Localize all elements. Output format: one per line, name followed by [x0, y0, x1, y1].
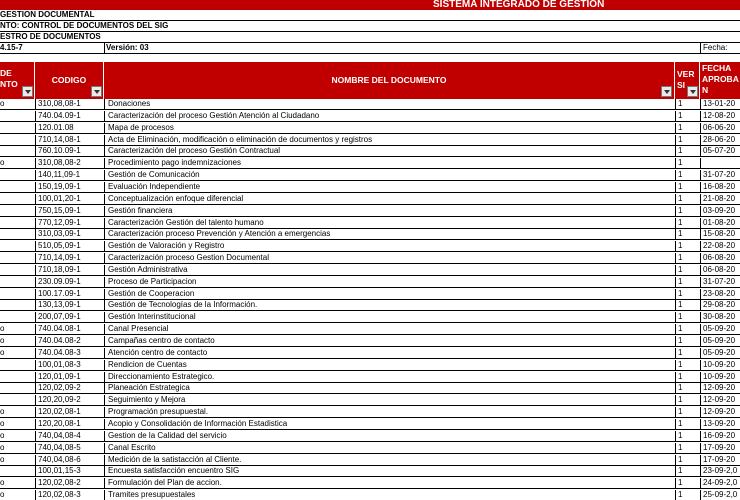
- codigo-cell[interactable]: 710,14,08-1: [35, 135, 104, 146]
- codigo-cell[interactable]: 150,19,09-1: [35, 182, 104, 193]
- codigo-cell[interactable]: 230.09.09-1: [35, 277, 104, 288]
- version-cell[interactable]: 1: [675, 289, 700, 300]
- nombre-cell[interactable]: Planeación Estrategica: [104, 383, 675, 394]
- version-cell[interactable]: 1: [675, 383, 700, 394]
- fecha-cell[interactable]: 05-07-20: [700, 146, 740, 157]
- row-prefix-cell[interactable]: [0, 253, 35, 264]
- codigo-cell[interactable]: 200,07,09-1: [35, 312, 104, 323]
- codigo-cell[interactable]: 120,02,08-3: [35, 490, 104, 500]
- nombre-cell[interactable]: Proceso de Participacion: [104, 277, 675, 288]
- table-row[interactable]: [0, 431, 740, 442]
- table-row[interactable]: [0, 135, 740, 146]
- fecha-cell[interactable]: 12-09-20: [700, 407, 740, 418]
- table-row[interactable]: [0, 158, 740, 169]
- table-row[interactable]: [0, 348, 740, 359]
- fecha-cell[interactable]: 24-09-2,0: [700, 478, 740, 489]
- nombre-cell[interactable]: Acta de Eliminación, modificación o eliminación de documentos y registros: [104, 135, 675, 146]
- version-cell[interactable]: 1: [675, 324, 700, 335]
- info-code: 4.15-7: [0, 43, 23, 52]
- version-cell[interactable]: 1: [675, 135, 700, 146]
- header-codigo-label: CODIGO: [51, 75, 87, 85]
- row-prefix-cell[interactable]: [0, 383, 35, 394]
- table-row[interactable]: [0, 123, 740, 134]
- fecha-cell[interactable]: 22-08-20: [700, 241, 740, 252]
- row-prefix-cell[interactable]: o: [0, 158, 5, 168]
- row-prefix-cell[interactable]: [0, 289, 35, 300]
- nombre-cell[interactable]: Gestión de Valoración y Registro: [104, 241, 675, 252]
- header-codigo[interactable]: [35, 62, 103, 99]
- row-prefix-cell[interactable]: [0, 395, 35, 406]
- codigo-cell[interactable]: 710,18,09-1: [35, 265, 104, 276]
- version-cell[interactable]: 1: [675, 206, 700, 217]
- info-row-1[interactable]: [0, 10, 740, 21]
- nombre-cell[interactable]: Atención centro de contacto: [104, 348, 675, 359]
- version-cell[interactable]: 1: [675, 146, 700, 157]
- table-row[interactable]: [0, 229, 740, 240]
- fecha-cell[interactable]: 17-09-20: [700, 455, 740, 466]
- row-prefix-cell[interactable]: o: [0, 407, 5, 417]
- nombre-cell[interactable]: Caracterización proceso Gestion Documental: [104, 253, 675, 264]
- version-cell[interactable]: 1: [675, 395, 700, 406]
- table-row[interactable]: [0, 466, 740, 477]
- fecha-cell[interactable]: 12-09-20: [700, 383, 740, 394]
- codigo-cell[interactable]: 760.10.09-1: [35, 146, 104, 157]
- table-row[interactable]: [0, 194, 740, 205]
- table-row[interactable]: [0, 383, 740, 394]
- version-cell[interactable]: 1: [675, 372, 700, 383]
- version-cell[interactable]: 1: [675, 277, 700, 288]
- info-version: Versión: 03: [106, 43, 149, 52]
- table-row[interactable]: [0, 395, 740, 406]
- header-fecha-label: FECHA APROBA N: [702, 63, 739, 95]
- row-prefix-cell[interactable]: [0, 170, 35, 181]
- codigo-cell[interactable]: 120,20,08-1: [35, 419, 104, 430]
- codigo-cell[interactable]: 120,02,08-1: [35, 407, 104, 418]
- nombre-cell[interactable]: Rendicion de Cuentas: [104, 360, 675, 371]
- info-row-4[interactable]: [0, 43, 740, 54]
- codigo-cell[interactable]: 770,12,09-1: [35, 218, 104, 229]
- nombre-cell[interactable]: Encuesta satisfacción encuentro SIG: [104, 466, 675, 477]
- header-col0[interactable]: [0, 62, 34, 99]
- fecha-cell[interactable]: 16-09-20: [700, 431, 740, 442]
- fecha-cell[interactable]: 06-06-20: [700, 123, 740, 134]
- codigo-cell[interactable]: 740.04.08-1: [35, 324, 104, 335]
- row-prefix-cell[interactable]: [0, 300, 35, 311]
- table-row[interactable]: [0, 336, 740, 347]
- fecha-cell[interactable]: 31-07-20: [700, 170, 740, 181]
- fecha-cell[interactable]: 05-09-20: [700, 324, 740, 335]
- codigo-cell[interactable]: 120,02,09-2: [35, 383, 104, 394]
- nombre-cell[interactable]: Gestión de Comunicación: [104, 170, 675, 181]
- version-cell[interactable]: 1: [675, 300, 700, 311]
- version-cell[interactable]: 1: [675, 478, 700, 489]
- codigo-cell[interactable]: 710,14,09-1: [35, 253, 104, 264]
- fecha-cell[interactable]: 15-08-20: [700, 229, 740, 240]
- header-fecha[interactable]: [700, 62, 740, 99]
- version-cell[interactable]: 1: [675, 182, 700, 193]
- version-cell[interactable]: 1: [675, 218, 700, 229]
- nombre-cell[interactable]: Caracterización del proceso Gestión Atención al Ciudadano: [104, 111, 675, 122]
- codigo-cell[interactable]: 740,04,08-6: [35, 455, 104, 466]
- codigo-cell[interactable]: 100.17.09-1: [35, 289, 104, 300]
- nombre-cell[interactable]: Donaciones: [104, 99, 675, 110]
- row-prefix-cell[interactable]: [0, 229, 35, 240]
- row-prefix-cell[interactable]: [0, 218, 35, 229]
- info-row-3[interactable]: [0, 32, 740, 43]
- row-prefix-cell[interactable]: [0, 111, 35, 122]
- nombre-cell[interactable]: Gestión financiera: [104, 206, 675, 217]
- version-cell[interactable]: 1: [675, 265, 700, 276]
- nombre-cell[interactable]: Procedimiento pago indemnizaciones: [104, 158, 675, 169]
- version-cell[interactable]: 1: [675, 455, 700, 466]
- table-row[interactable]: [0, 241, 740, 252]
- table-row[interactable]: [0, 265, 740, 276]
- row-prefix-cell[interactable]: o: [0, 347, 5, 357]
- row-prefix-cell[interactable]: [0, 241, 35, 252]
- nombre-cell[interactable]: Conceptualización enfoque diferencial: [104, 194, 675, 205]
- codigo-cell[interactable]: 130,13,09-1: [35, 300, 104, 311]
- info-row-2[interactable]: [0, 21, 740, 32]
- version-cell[interactable]: 1: [675, 111, 700, 122]
- nombre-cell[interactable]: Caracterización del proceso Gestión Contractual: [104, 146, 675, 157]
- filter-dropdown-icon[interactable]: [91, 86, 102, 97]
- version-cell[interactable]: 1: [675, 431, 700, 442]
- nombre-cell[interactable]: Medición de la satistacción al Cliente.: [104, 455, 675, 466]
- codigo-cell[interactable]: 100,01,08-3: [35, 360, 104, 371]
- version-cell[interactable]: 1: [675, 466, 700, 477]
- codigo-cell[interactable]: 120,01,09-1: [35, 372, 104, 383]
- codigo-cell[interactable]: 100,01,20-1: [35, 194, 104, 205]
- codigo-cell[interactable]: 510,05,09-1: [35, 241, 104, 252]
- table-row[interactable]: [0, 312, 740, 323]
- table-row[interactable]: [0, 455, 740, 466]
- nombre-cell[interactable]: Mapa de procesos: [104, 123, 675, 134]
- row-prefix-cell[interactable]: [0, 135, 35, 146]
- nombre-cell[interactable]: Seguimiento y Mejora: [104, 395, 675, 406]
- codigo-cell[interactable]: 750,15,09-1: [35, 206, 104, 217]
- divider: [104, 43, 105, 53]
- row-prefix-cell[interactable]: [0, 265, 35, 276]
- table-row[interactable]: [0, 419, 740, 430]
- version-cell[interactable]: 1: [675, 348, 700, 359]
- info-line1: GESTION DOCUMENTAL: [0, 10, 95, 19]
- row-prefix-cell[interactable]: o: [0, 99, 5, 108]
- header-nombre[interactable]: [104, 62, 674, 99]
- version-cell[interactable]: 1: [675, 123, 700, 134]
- row-prefix-cell[interactable]: [0, 206, 35, 217]
- row-prefix-cell[interactable]: o: [0, 336, 5, 345]
- header-version-label: VER SI: [677, 69, 695, 90]
- table-row[interactable]: [0, 146, 740, 157]
- nombre-cell[interactable]: Gestión de Tecnologías de la Información.: [104, 300, 675, 311]
- row-prefix-cell[interactable]: o: [0, 442, 5, 452]
- info-fecha: Fecha:: [703, 43, 728, 52]
- row-prefix-cell[interactable]: o: [0, 478, 5, 488]
- version-cell[interactable]: 1: [675, 419, 700, 430]
- fecha-cell[interactable]: 06-08-20: [700, 253, 740, 264]
- version-cell[interactable]: 1: [675, 241, 700, 252]
- codigo-cell[interactable]: 310,08,08-1: [35, 99, 104, 110]
- nombre-cell[interactable]: Evaluación Independiente: [104, 182, 675, 193]
- fecha-cell[interactable]: 10-09-20: [700, 372, 740, 383]
- version-cell[interactable]: 1: [675, 360, 700, 371]
- nombre-cell[interactable]: Formulación del Plan de accion.: [104, 478, 675, 489]
- table-row[interactable]: [0, 99, 740, 110]
- divider: [700, 43, 701, 53]
- row-prefix-cell[interactable]: o: [0, 490, 5, 500]
- fecha-cell[interactable]: [700, 158, 740, 169]
- table-row[interactable]: [0, 372, 740, 383]
- fecha-cell[interactable]: 16-08-20: [700, 182, 740, 193]
- version-cell[interactable]: 1: [675, 170, 700, 181]
- fecha-cell[interactable]: 13-09-20: [700, 419, 740, 430]
- codigo-cell[interactable]: 120.01.08: [35, 123, 104, 134]
- version-cell[interactable]: 1: [675, 443, 700, 454]
- table-row[interactable]: [0, 300, 740, 311]
- version-cell[interactable]: 1: [675, 407, 700, 418]
- row-prefix-cell[interactable]: [0, 372, 35, 383]
- fecha-cell[interactable]: 23-09-2,0: [700, 466, 740, 477]
- fecha-cell[interactable]: 31-07-20: [700, 277, 740, 288]
- nombre-cell[interactable]: Canal Presencial: [104, 324, 675, 335]
- nombre-cell[interactable]: Tramites presupuestales: [104, 490, 675, 500]
- fecha-cell[interactable]: 25-09-2,0: [700, 490, 740, 500]
- version-cell[interactable]: 1: [675, 490, 700, 500]
- codigo-cell[interactable]: 740.04.09-1: [35, 111, 104, 122]
- codigo-cell[interactable]: 100,01,15-3: [35, 466, 104, 477]
- row-prefix-cell[interactable]: [0, 466, 35, 477]
- table-row[interactable]: [0, 443, 740, 454]
- fecha-cell[interactable]: 05-09-20: [700, 348, 740, 359]
- codigo-cell[interactable]: 140,11,09-1: [35, 170, 104, 181]
- nombre-cell[interactable]: Gestión de Cooperacion: [104, 289, 675, 300]
- row-prefix-cell[interactable]: o: [0, 418, 5, 428]
- nombre-cell[interactable]: Caracterización Gestión del talento humano: [104, 218, 675, 229]
- nombre-cell[interactable]: Gestión Interinstitucional: [104, 312, 675, 323]
- nombre-cell[interactable]: Gestión Administrativa: [104, 265, 675, 276]
- nombre-cell[interactable]: Acopio y Consolidación de Información Estadistica: [104, 419, 675, 430]
- codigo-cell[interactable]: 120,02,08-2: [35, 478, 104, 489]
- fecha-cell[interactable]: 23-08-20: [700, 289, 740, 300]
- filter-dropdown-icon[interactable]: [22, 86, 33, 97]
- fecha-cell[interactable]: 30-08-20: [700, 312, 740, 323]
- table-row[interactable]: [0, 407, 740, 418]
- table-row[interactable]: [0, 182, 740, 193]
- version-cell[interactable]: 1: [675, 253, 700, 264]
- table-row[interactable]: [0, 170, 740, 181]
- fecha-cell[interactable]: 01-08-20: [700, 218, 740, 229]
- fecha-cell[interactable]: 06-08-20: [700, 265, 740, 276]
- fecha-cell[interactable]: 13-01-20: [700, 99, 740, 110]
- nombre-cell[interactable]: Campañas centro de contacto: [104, 336, 675, 347]
- banner-title: SISTEMA INTEGRADO DE GESTIÓN: [433, 0, 605, 10]
- fecha-cell[interactable]: 10-09-20: [700, 360, 740, 371]
- fecha-cell[interactable]: 12-08-20: [700, 111, 740, 122]
- codigo-cell[interactable]: 740.04.08-3: [35, 348, 104, 359]
- row-prefix-cell[interactable]: [0, 146, 35, 157]
- row-prefix-cell[interactable]: o: [0, 454, 5, 464]
- row-prefix-cell[interactable]: o: [0, 430, 5, 440]
- codigo-cell[interactable]: 120,20,09-2: [35, 395, 104, 406]
- codigo-cell[interactable]: 740,04,08-4: [35, 431, 104, 442]
- version-cell[interactable]: 1: [675, 99, 700, 110]
- row-prefix-cell[interactable]: [0, 312, 35, 323]
- version-cell[interactable]: 1: [675, 194, 700, 205]
- filter-dropdown-icon[interactable]: [661, 86, 672, 97]
- fecha-cell[interactable]: 28-06-20: [700, 135, 740, 146]
- table-row[interactable]: [0, 277, 740, 288]
- row-prefix-cell[interactable]: [0, 277, 35, 288]
- title-banner: [0, 0, 740, 10]
- nombre-cell[interactable]: Canal Escrito: [104, 443, 675, 454]
- fecha-cell[interactable]: 21-08-20: [700, 194, 740, 205]
- fecha-cell[interactable]: 17-09-20: [700, 443, 740, 454]
- header-col0-label: DE NTO: [0, 68, 18, 89]
- nombre-cell[interactable]: Direccionamiento Estrategico.: [104, 372, 675, 383]
- table-row[interactable]: [0, 360, 740, 371]
- nombre-cell[interactable]: Caracterización proceso Prevención y Atención a emergencias: [104, 229, 675, 240]
- info-line2: NTO: CONTROL DE DOCUMENTOS DEL SIG: [0, 21, 169, 30]
- row-prefix-cell[interactable]: [0, 194, 35, 205]
- header-version[interactable]: [675, 62, 699, 99]
- fecha-cell[interactable]: 12-09-20: [700, 395, 740, 406]
- row-prefix-cell[interactable]: o: [0, 324, 5, 334]
- codigo-cell[interactable]: 740,04,08-5: [35, 443, 104, 454]
- row-prefix-cell[interactable]: [0, 123, 35, 134]
- fecha-cell[interactable]: 05-09-20: [700, 336, 740, 347]
- nombre-cell[interactable]: Gestion de la Calidad del servicio: [104, 431, 675, 442]
- table-row[interactable]: [0, 478, 740, 489]
- table-row[interactable]: [0, 253, 740, 264]
- version-cell[interactable]: 1: [675, 336, 700, 347]
- table-row[interactable]: [0, 289, 740, 300]
- header-nombre-label: NOMBRE DEL DOCUMENTO: [331, 75, 447, 85]
- version-cell[interactable]: 1: [675, 229, 700, 240]
- table-row[interactable]: [0, 206, 740, 217]
- table-row[interactable]: [0, 218, 740, 229]
- nombre-cell[interactable]: Programación presupuestal.: [104, 407, 675, 418]
- table-row[interactable]: [0, 490, 740, 500]
- row-prefix-cell[interactable]: [0, 360, 35, 371]
- fecha-cell[interactable]: 03-09-20: [700, 206, 740, 217]
- row-prefix-cell[interactable]: [0, 182, 35, 193]
- fecha-cell[interactable]: 29-08-20: [700, 300, 740, 311]
- filter-dropdown-icon[interactable]: [687, 86, 698, 97]
- codigo-cell[interactable]: 310,08,08-2: [35, 158, 104, 169]
- codigo-cell[interactable]: 740.04.08-2: [35, 336, 104, 347]
- version-cell[interactable]: 1: [675, 158, 700, 169]
- codigo-cell[interactable]: 310,03,09-1: [35, 229, 104, 240]
- version-cell[interactable]: 1: [675, 312, 700, 323]
- table-row[interactable]: [0, 111, 740, 122]
- table-row[interactable]: [0, 324, 740, 335]
- info-line3: ESTRO DE DOCUMENTOS: [0, 32, 101, 41]
